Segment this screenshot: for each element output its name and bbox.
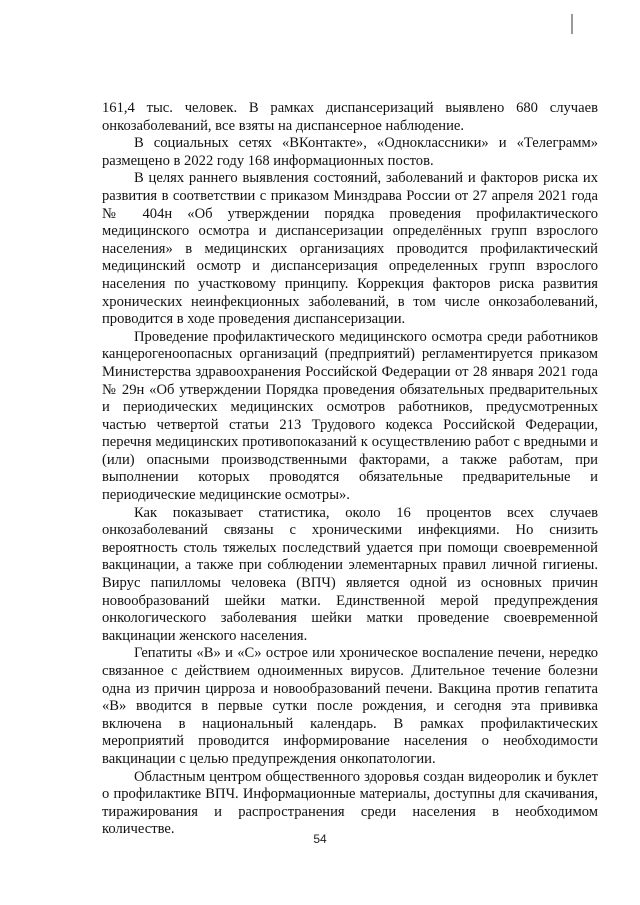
scan-mark <box>571 14 573 34</box>
paragraph-6: Гепатиты «В» и «С» острое или хроническое воспаление печени, нередко связанное с действием одноименных вирусов. Длительное течение болезни одна из причин цирроза и новообразований печени. Вакцина против гепатита «В» вводится в первые сутки после рождения, и сегодня эта прививка включена в национальный календарь. В рамках профилактических мероприятий проводится информирование населения о необходимости вакцинации с целью предупреждения онкопатологии. <box>102 645 598 767</box>
paragraph-7: Областным центром общественного здоровья создан видеоролик и буклет о профилактике ВПЧ. Информационные материалы, доступны для скачивания, тиражирования и распространения среди населения в необходимом количестве. <box>102 768 598 838</box>
paragraph-5: Как показывает статистика, около 16 процентов всех случаев онкозаболеваний связаны с хроническими инфекциями. Но снизить вероятность столь тяжелых последствий удается при помощи своевременной вакцинации, а также при соблюдении элементарных правил личной гигиены. Вирус папилломы человека (ВПЧ) является одной из основных причин новообразований шейки матки. Единственной мерой предупреждения онкологического заболевания шейки матки проведение своевременной вакцинации женского населения. <box>102 504 598 644</box>
document-body <box>102 100 598 839</box>
paragraph-1: 161,4 тыс. человек. В рамках диспансеризаций выявлено 680 случаев онкозаболеваний, все взяты на диспансерное наблюдение. <box>102 100 598 134</box>
page-number: 54 <box>313 832 327 846</box>
paragraph-2: В социальных сетях «ВКонтакте», «Одноклассники» и «Телеграмм» размещено в 2022 году 168 информационных постов. <box>102 135 598 169</box>
paragraph-4: Проведение профилактического медицинского осмотра среди работников канцерогеноопасных организаций (предприятий) регламентируется приказом Министерства здравоохранения Российской Федерации от 28 января 2021 года № 29н «Об утверждении Порядка проведения обязательных предварительных и периодических медицинских осмотров работников, предусмотренных частью четвертой статьи 213 Трудового кодекса Российской Федерации, перечня медицинских противопоказаний к осуществлению работ с вредными и (или) опасными производственными факторами, а также работам, при выполнении которых проводятся обязательные предварительные и периодические медицинские осмотры». <box>102 328 598 504</box>
paragraph-3: В целях раннего выявления состояний, заболеваний и факторов риска их развития в соответствии с приказом Минздрава России от 27 апреля 2021 года № 404н «Об утверждении порядка проведения профилактического медицинского осмотра и диспансеризации определённых групп взрослого населения» в медицинских организациях проводится профилактический медицинский осмотр и диспансеризация определенных групп взрослого населения по участковому принципу. Коррекция факторов риска развития хронических неинфекционных заболеваний, в том числе онкозаболеваний, проводится в ходе проведения диспансеризации. <box>102 170 598 328</box>
